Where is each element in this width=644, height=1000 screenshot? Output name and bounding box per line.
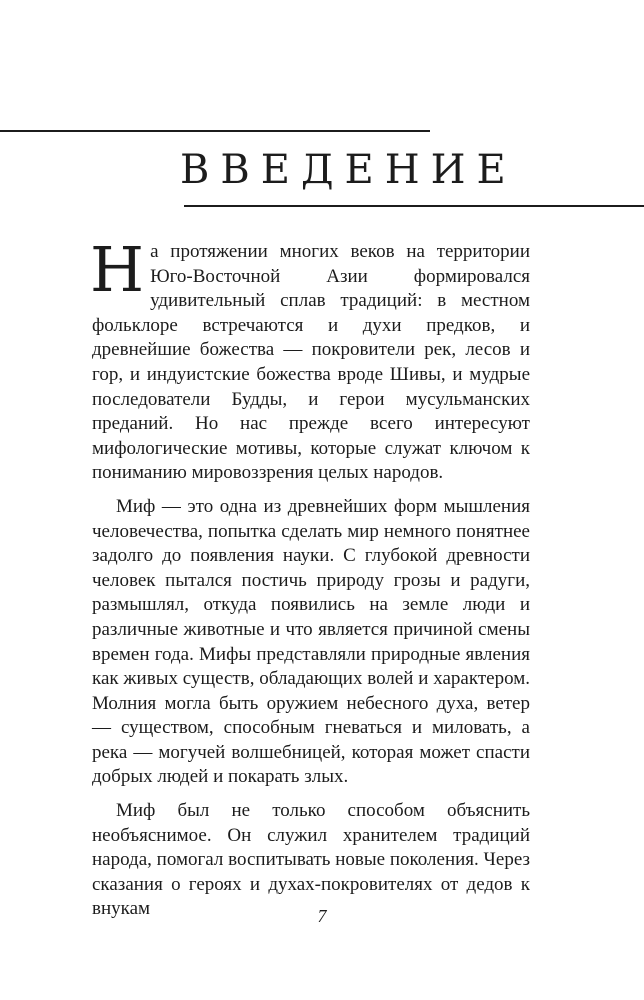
paragraph-2: Миф — это одна из древнейших форм мышления человечества, попытка сделать мир немного понятнее задолго до появления науки. С глубокой древности человек пытался постичь природу грозы и радуги, размышлял, откуда появились на земле люди и различные животные и что является причиной смены времен года. Мифы представляли природные явления как живых существ, обладающих волей и характером. Молния могла быть оружием небесного духа, ветер — существом, способным гневаться и миловать, а река — могучей волшебницей, которая может спасти добрых людей и покарать злых. xyxy=(92,495,530,788)
bottom-rule xyxy=(184,205,644,207)
top-rule xyxy=(0,130,430,132)
drop-cap: Н xyxy=(90,233,145,306)
page-number: 7 xyxy=(317,906,327,926)
paragraph-1-text: а протяжении многих веков на территории Юго-Восточной Азии формировался удивительный сплав традиций: в местном фольклоре встречаются и духи предков, и древнейшие божества — покровители рек, лесов и гор, и индуистские божества вроде Шивы, и мудрые последователи Будды, и герои мусульманских преданий. Но нас прежде всего интересуют мифологические мотивы, которые служат ключом к пониманию мировоззрения целых народов. xyxy=(92,241,530,484)
chapter-title: ВВЕДЕНИЕ xyxy=(180,147,517,193)
paragraph-3: Миф был не только способом объяснить необъяснимое. Он служил хранителем традиций народа, помогал воспитывать новые поколения. Через сказания о героях и духах-покровителях от дедов к внукам xyxy=(92,800,530,920)
paragraph-1 xyxy=(90,233,530,486)
chapter-body xyxy=(90,233,530,922)
